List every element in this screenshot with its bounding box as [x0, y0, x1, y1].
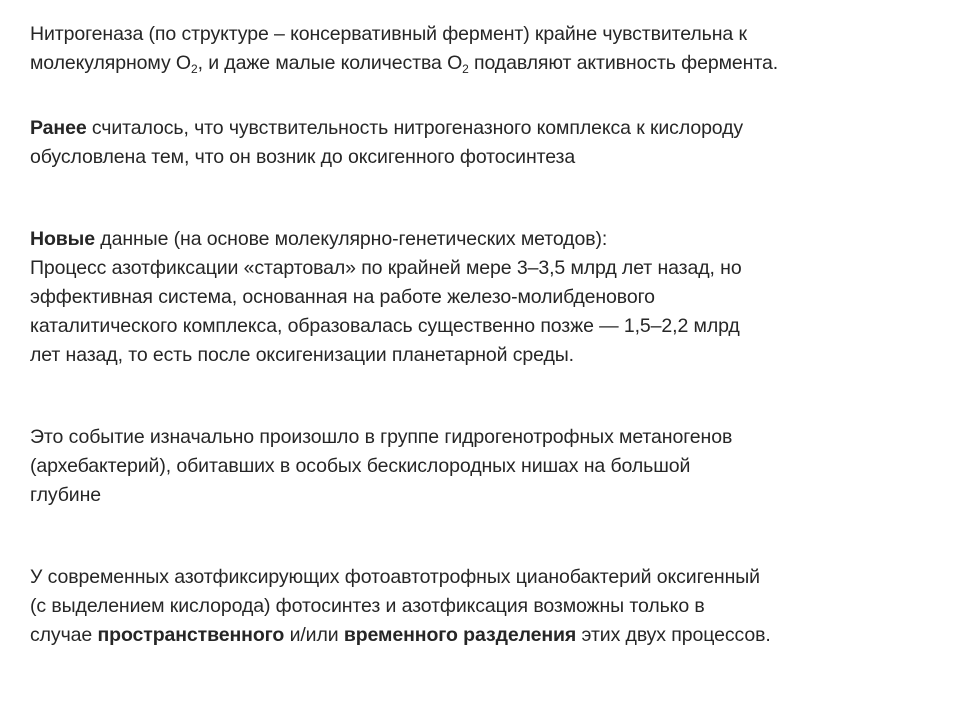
bold-keyword: Новые: [30, 228, 95, 250]
text-line: (архебактерий), обитавших в особых бескислородных нишах на большой: [30, 455, 691, 477]
text-line: [30, 225, 930, 254]
text-run: этих двух процессов.: [576, 624, 771, 646]
text-line: каталитического комплекса, образовалась существенно позже — 1,5–2,2 млрд: [30, 315, 740, 337]
paragraph-methanogens: [30, 423, 930, 510]
text-line: Нитрогеназа (по структуре – консервативный фермент) крайне чувствительна к: [30, 23, 747, 45]
subscript: 2: [190, 62, 198, 76]
text-line: Процесс азотфиксации «стартовал» по крайней мере 3–3,5 млрд лет назад, но: [30, 257, 742, 279]
paragraph-nitrogenase-sensitivity: [30, 20, 930, 78]
text-run: данные (на основе молекулярно-генетических методов):: [94, 228, 608, 250]
text-line: обусловлена тем, что он возник до оксигенного фотосинтеза: [30, 146, 576, 168]
text-run: случае: [30, 624, 98, 646]
text-line: Это событие изначально произошло в группе гидрогенотрофных метаногенов: [30, 426, 733, 448]
text-line: лет назад, то есть после оксигенизации планетарной среды.: [30, 344, 574, 366]
text-run: молекулярному О: [30, 52, 191, 74]
text-run: считалось, что чувствительность нитрогеназного комплекса к кислороду: [86, 117, 744, 139]
text-line: У современных азотфиксирующих фотоавтотрофных цианобактерий оксигенный: [30, 566, 760, 588]
bold-keyword: временного разделения: [343, 624, 577, 646]
bold-keyword: пространственного: [97, 624, 285, 646]
paragraph-earlier-view: [30, 114, 930, 172]
text-run: подавляют активность фермента.: [468, 52, 779, 74]
bold-keyword: Ранее: [30, 117, 87, 139]
text-line: [30, 114, 930, 143]
text-line: эффективная система, основанная на работе железо-молибденового: [30, 286, 655, 308]
paragraph-new-data: [30, 225, 930, 370]
text-line: [30, 49, 930, 78]
paragraph-cyanobacteria: [30, 563, 930, 650]
text-line: (с выделением кислорода) фотосинтез и азотфиксация возможны только в: [30, 595, 705, 617]
text-line: [30, 621, 930, 650]
text-run: , и даже малые количества О: [197, 52, 463, 74]
text-run: и/или: [284, 624, 344, 646]
subscript: 2: [462, 62, 469, 76]
text-line: глубине: [30, 484, 102, 506]
